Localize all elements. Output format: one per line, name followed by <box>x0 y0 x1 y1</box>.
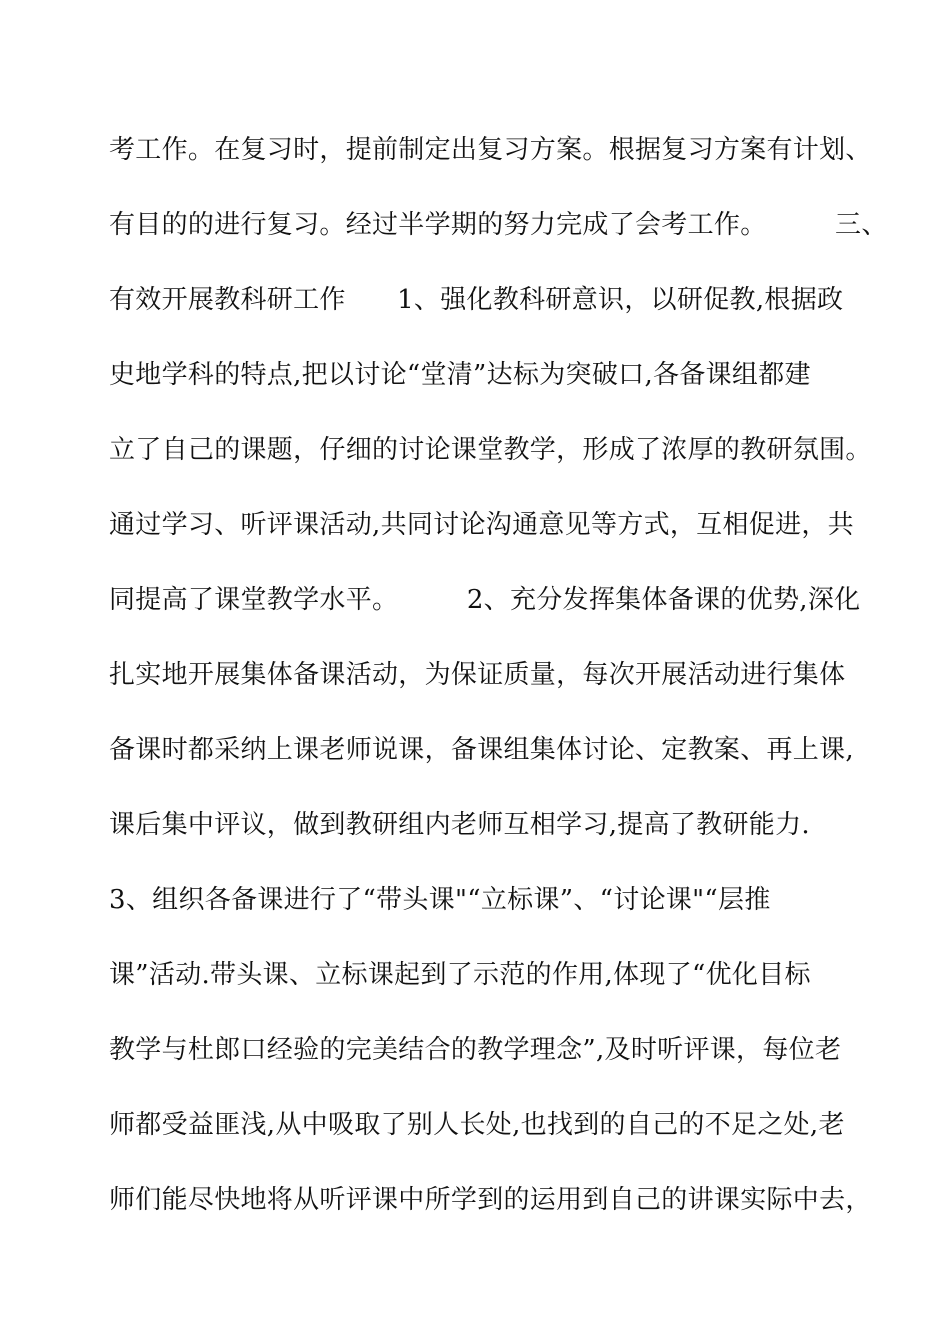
text-line: 课”活动.带头课、立标课起到了示范的作用,体现了“优化目标 <box>109 960 811 990</box>
text-line: 教学与杜郎口经验的完美结合的教学理念”,及时听评课，每位老 <box>109 1035 842 1065</box>
text-line: 考工作。在复习时，提前制定出复习方案。根据复习方案有计划、 <box>109 135 872 165</box>
text-line: 课后集中评议，做到教研组内老师互相学习,提高了教研能力. <box>109 810 810 840</box>
text-line: 有效开展教科研工作 1、强化教科研意识，以研促教,根据政 <box>109 285 844 315</box>
text-line: 备课时都采纳上课老师说课，备课组集体讨论、定教案、再上课, <box>109 735 854 765</box>
text-line: 立了自己的课题，仔细的讨论课堂教学，形成了浓厚的教研氛围。 <box>109 435 872 465</box>
text-line: 师们能尽快地将从听评课中所学到的运用到自己的讲课实际中去， <box>109 1185 872 1215</box>
text-line: 同提高了课堂教学水平。 2、充分发挥集体备课的优势,深化 <box>109 585 861 615</box>
text-line: 师都受益匪浅,从中吸取了别人长处,也找到的自己的不足之处,老 <box>109 1110 845 1140</box>
body-text <box>109 128 888 1253</box>
text-line: 扎实地开展集体备课活动，为保证质量，每次开展活动进行集体 <box>109 660 846 690</box>
text-line: 通过学习、听评课活动,共同讨论沟通意见等方式，互相促进，共 <box>109 510 854 540</box>
text-line: 有目的的进行复习。经过半学期的努力完成了会考工作。 三、 <box>109 210 888 240</box>
text-line: 3、组织各备课进行了“带头课"“立标课”、“讨论课"“层推 <box>109 885 771 915</box>
text-line: 史地学科的特点,把以讨论“堂清”达标为突破口,各备课组都建 <box>109 360 811 390</box>
